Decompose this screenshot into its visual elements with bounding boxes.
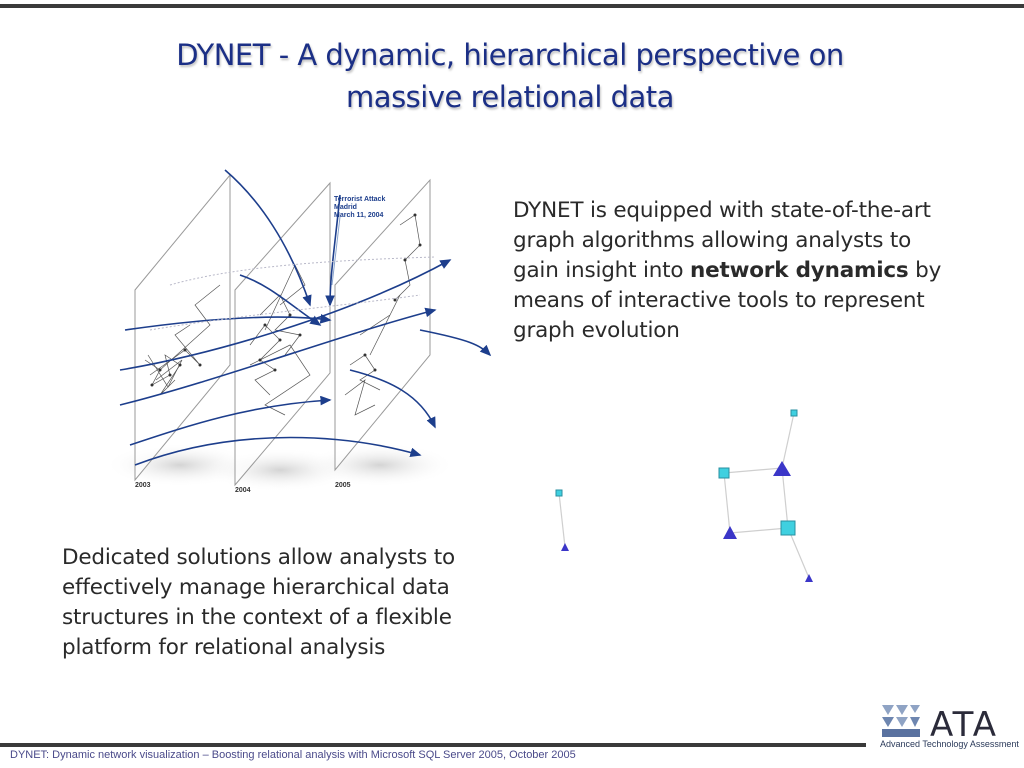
para1-bold: network dynamics: [690, 258, 909, 283]
small-graph-figure: [540, 400, 840, 600]
ata-logo: [880, 703, 1020, 743]
description-paragraph-2: Dedicated solutions allow analysts to effectively manage hierarchical data structures in the context of a flexible platform for relational analysis: [62, 545, 455, 660]
year-label-2005: 2005: [335, 482, 351, 489]
graph-node-square: [791, 410, 797, 416]
graph-node-triangle: [805, 574, 813, 582]
para1-text-b: by means of interactive tools to represent graph evolution: [513, 258, 942, 343]
year-label-2003: 2003: [135, 482, 151, 489]
graph-node-square: [781, 521, 795, 535]
graph-node-square: [719, 468, 729, 478]
title-line-1: DYNET - A dynamic, hierarchical perspective on: [176, 38, 844, 72]
annotation-line-2: Madrid: [334, 204, 357, 211]
annotation-line-1: Terrorist Attack: [334, 196, 386, 203]
graph-node-triangle: [561, 543, 569, 551]
title-line-2: massive relational data: [346, 80, 674, 114]
annotation-line-3: March 11, 2004: [334, 212, 384, 219]
graph-node-square: [556, 490, 562, 496]
description-paragraph-1: [513, 196, 943, 346]
logo-text: ATA: [930, 705, 999, 743]
para1-text-a: DYNET is equipped with state-of-the-art graph algorithms allowing analysts to gain insight into: [513, 198, 931, 283]
dynamic-network-figure: [90, 165, 530, 505]
slide-footer: DYNET: Dynamic network visualization – Boosting relational analysis with Microsoft SQL Server 2005, October 2005: [10, 749, 576, 761]
slide-title: [120, 34, 900, 118]
top-rule: [0, 4, 1024, 8]
bottom-rule: [0, 743, 866, 747]
logo-subtitle: Advanced Technology Assessment: [880, 739, 1019, 749]
year-label-2004: 2004: [235, 487, 251, 494]
